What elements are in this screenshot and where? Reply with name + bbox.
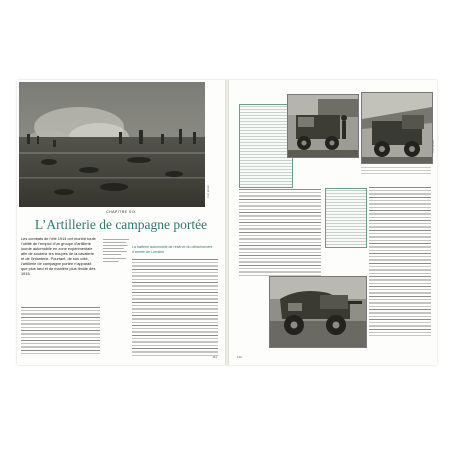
photo-caption-right <box>361 166 431 176</box>
folio-right: 112 <box>237 355 242 359</box>
left-page <box>17 80 225 365</box>
right-page <box>229 80 437 365</box>
section-subhead: La batterie automobile de réserve du détachement d’armée de Lorraine <box>132 245 213 254</box>
photo-credit: Coll. privée <box>207 185 210 198</box>
truck-photo-right <box>361 92 433 164</box>
field-gun-photo <box>269 276 367 348</box>
battlefield-photo <box>19 82 205 207</box>
chapter-title: L’Artillerie de campagne portée <box>34 217 208 232</box>
photo-caption <box>103 238 129 263</box>
book-spread <box>17 80 437 365</box>
body-column-right <box>132 258 218 356</box>
body-column-left <box>21 306 100 356</box>
folio-left: 111 <box>212 355 217 359</box>
truck-photo-left <box>287 94 359 158</box>
chapter-number: CHAPITRE SIX <box>106 210 136 214</box>
body-column-right-page-left <box>239 188 321 278</box>
chapter-intro: Les combats de l’été 1914 ont montré toute l’utilité de l’emploi d’un groupe d’artillerie lourde automobile en zone expérimentale afin de soutenir les troupes de la cavalerie et de l’infanterie. Pourtant, de son côté, l’artillerie de campagne portée n’apparaît que plus tard et de manière plus timide dès 1915. <box>21 236 96 276</box>
photo-credit-right: Coll. privée <box>432 140 435 153</box>
body-column-right-page-right <box>369 186 431 336</box>
sidebar-callout-mid <box>325 188 367 248</box>
sidebar-callout-top <box>239 104 293 188</box>
